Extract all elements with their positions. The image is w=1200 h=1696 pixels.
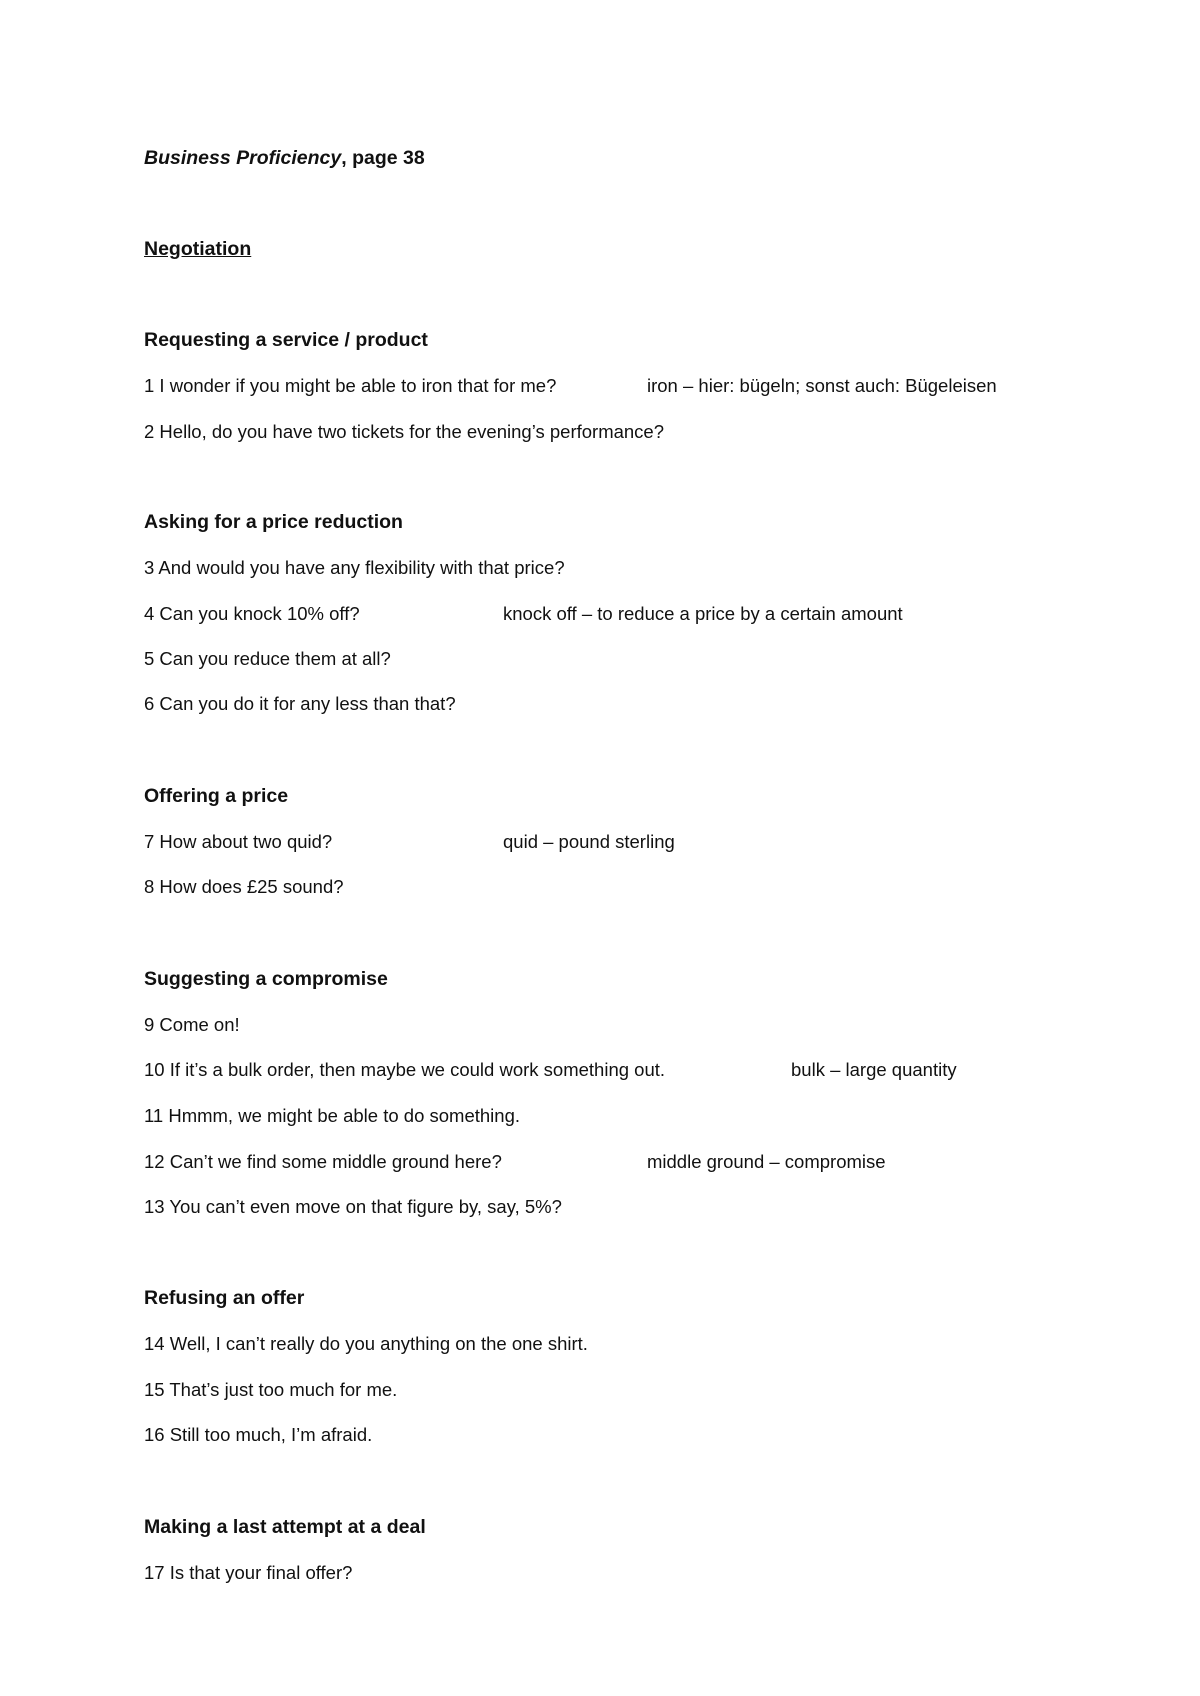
phrase-item: 17 Is that your final offer? bbox=[144, 1562, 353, 1583]
phrase-item: 9 Come on! bbox=[144, 1014, 240, 1035]
topic-heading: Negotiation bbox=[144, 238, 252, 260]
phrase-item: 5 Can you reduce them at all? bbox=[144, 648, 391, 669]
phrase-item: 12 Can’t we find some middle ground here? bbox=[144, 1151, 502, 1172]
section-heading-offering-price: Offering a price bbox=[144, 785, 289, 807]
phrase-item: 2 Hello, do you have two tickets for the evening’s performance? bbox=[144, 421, 665, 442]
section-heading-compromise: Suggesting a compromise bbox=[144, 968, 388, 990]
phrase-item: 1 I wonder if you might be able to iron that for me? bbox=[144, 375, 557, 396]
phrase-item: 10 If it’s a bulk order, then maybe we could work something out. bbox=[144, 1059, 666, 1080]
vocab-note: bulk – large quantity bbox=[791, 1059, 957, 1080]
vocab-note: middle ground – compromise bbox=[647, 1151, 886, 1172]
vocab-note: iron – hier: bügeln; sonst auch: Bügeleisen bbox=[647, 375, 997, 396]
phrase-item: 15 That’s just too much for me. bbox=[144, 1379, 398, 1400]
phrase-item: 3 And would you have any flexibility with that price? bbox=[144, 557, 565, 578]
vocab-note: quid – pound sterling bbox=[503, 831, 675, 852]
phrase-item: 14 Well, I can’t really do you anything on the one shirt. bbox=[144, 1333, 588, 1354]
section-heading-requesting: Requesting a service / product bbox=[144, 329, 428, 351]
phrase-item: 8 How does £25 sound? bbox=[144, 876, 344, 897]
page-reference: , page 38 bbox=[341, 147, 425, 169]
vocab-note: knock off – to reduce a price by a certain amount bbox=[503, 603, 903, 624]
phrase-item: 7 How about two quid? bbox=[144, 831, 333, 852]
section-heading-price-reduction: Asking for a price reduction bbox=[144, 511, 403, 533]
phrase-item: 16 Still too much, I’m afraid. bbox=[144, 1424, 373, 1445]
section-heading-last-attempt: Making a last attempt at a deal bbox=[144, 1516, 426, 1538]
phrase-item: 6 Can you do it for any less than that? bbox=[144, 693, 456, 714]
phrase-item: 4 Can you knock 10% off? bbox=[144, 603, 360, 624]
phrase-item: 13 You can’t even move on that figure by, say, 5%? bbox=[144, 1196, 562, 1217]
book-title: Business Proficiency bbox=[144, 147, 342, 169]
section-heading-refusing: Refusing an offer bbox=[144, 1287, 305, 1309]
phrase-item: 11 Hmmm, we might be able to do something. bbox=[144, 1105, 520, 1126]
document-title bbox=[144, 146, 425, 170]
